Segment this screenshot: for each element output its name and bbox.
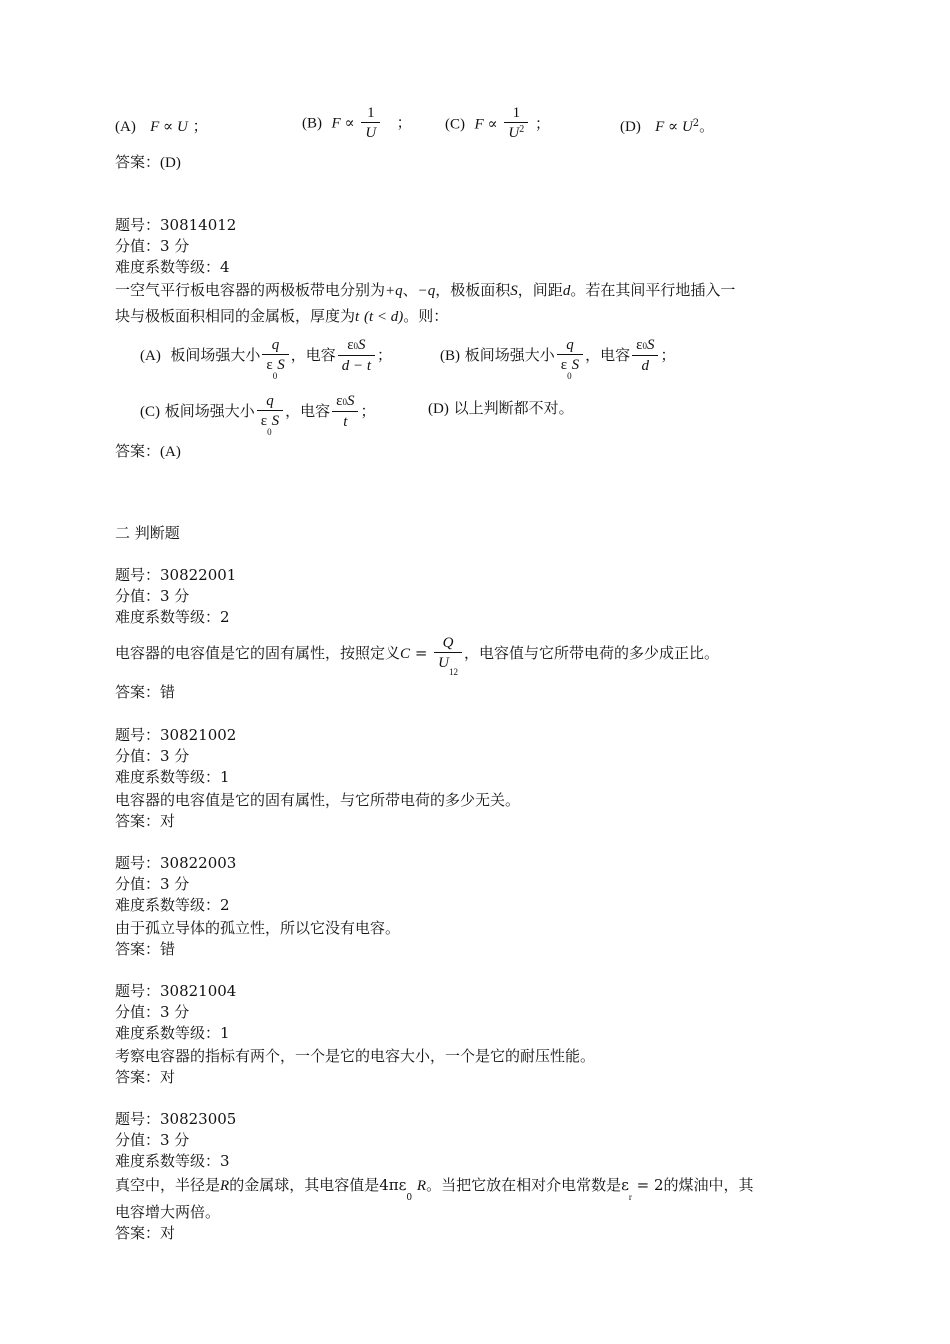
question-stem: 由于孤立导体的孤立性，所以它没有电容。 bbox=[115, 919, 401, 937]
answer: 答案：错 bbox=[115, 683, 176, 701]
fraction: $\frac{1}{U^2}$ bbox=[504, 104, 528, 145]
question-stem-line2: 电容增大两倍。 bbox=[115, 1203, 221, 1221]
answer: 答案：对 bbox=[115, 1224, 176, 1242]
answer: 答案：(D) bbox=[115, 153, 181, 171]
answer: 答案：(A) bbox=[115, 442, 181, 460]
option-c: (C) 板间场强大小 $\frac{q}{\varepsilon_0S}$ ，电容 $\frac{\varepsilon 0S}{t}$ ； bbox=[140, 393, 376, 437]
question-stem: 电容器的电容值是它的固有属性，按照定义C = $\frac{Q}{U_{12}}$ ，电容值与它所带电荷的多少成正比。 bbox=[115, 635, 720, 677]
section-heading: 二 判断题 bbox=[115, 524, 180, 542]
question-id: 题号：30821002 bbox=[115, 726, 237, 744]
question-score: 分值：3 分 bbox=[115, 1003, 190, 1021]
question-id: 题号：30821004 bbox=[115, 982, 237, 1000]
question-id: 题号：30822003 bbox=[115, 854, 237, 872]
question-id: 题号：30814012 bbox=[115, 216, 237, 234]
option-d: (D) 以上判断都不对。 bbox=[428, 399, 574, 417]
question-stem: 考察电容器的指标有两个，一个是它的电容大小，一个是它的耐压性能。 bbox=[115, 1047, 596, 1065]
question-score: 分值：3 分 bbox=[115, 587, 190, 605]
option-b: (B) 板间场强大小 $\frac{q}{\varepsilon_0S}$ ，电容 $\frac{\varepsilon 0S}{d}$ ； bbox=[440, 337, 676, 381]
question-id: 题号：30823005 bbox=[115, 1110, 237, 1128]
question-stem: 一空气平行板电容器的两极板带电分别为+q、−q，极板面积S，间距d。若在其间平行地插入一 bbox=[115, 281, 736, 299]
question-stem: 真空中，半径是R的金属球，其电容值是$4\pi\varepsilon_0$ R。当把它放在相对介电常数是$\varepsilon_r = 2$的煤油中，其 bbox=[115, 1176, 754, 1203]
option-c: (C) F ∝ $\frac{1}{U^2}$ ； bbox=[445, 104, 550, 145]
question-level: 难度系数等级：2 bbox=[115, 896, 230, 914]
question-level: 难度系数等级：2 bbox=[115, 608, 230, 626]
question-stem-line2: 块与极板面积相同的金属板，厚度为t (t < d)。则： bbox=[115, 307, 449, 325]
question-level: 难度系数等级：1 bbox=[115, 768, 230, 786]
question-score: 分值：3 分 bbox=[115, 1131, 190, 1149]
option-a: (A) 板间场强大小 $\frac{q}{\varepsilon_0S}$ ，电容 $\frac{\varepsilon 0S}{d - t}$ ； bbox=[140, 337, 393, 381]
question-stem: 电容器的电容值是它的固有属性，与它所带电荷的多少无关。 bbox=[115, 791, 521, 809]
answer: 答案：错 bbox=[115, 940, 176, 958]
answer: 答案：对 bbox=[115, 812, 176, 830]
question-level: 难度系数等级：4 bbox=[115, 258, 230, 276]
question-id: 题号：30822001 bbox=[115, 566, 237, 584]
fraction: $\frac{1}{U}$ bbox=[361, 104, 380, 143]
option-b: (B) F ∝ $\frac{1}{U}$ ； bbox=[302, 105, 412, 141]
answer: 答案：对 bbox=[115, 1068, 176, 1086]
question-score: 分值：3 分 bbox=[115, 237, 190, 255]
question-level: 难度系数等级：1 bbox=[115, 1024, 230, 1042]
question-score: 分值：3 分 bbox=[115, 747, 190, 765]
question-score: 分值：3 分 bbox=[115, 875, 190, 893]
option-d: (D) $F \propto U^2$。 bbox=[620, 117, 715, 135]
question-level: 难度系数等级：3 bbox=[115, 1152, 230, 1170]
option-a: (A) F ∝ U ； bbox=[115, 117, 208, 135]
